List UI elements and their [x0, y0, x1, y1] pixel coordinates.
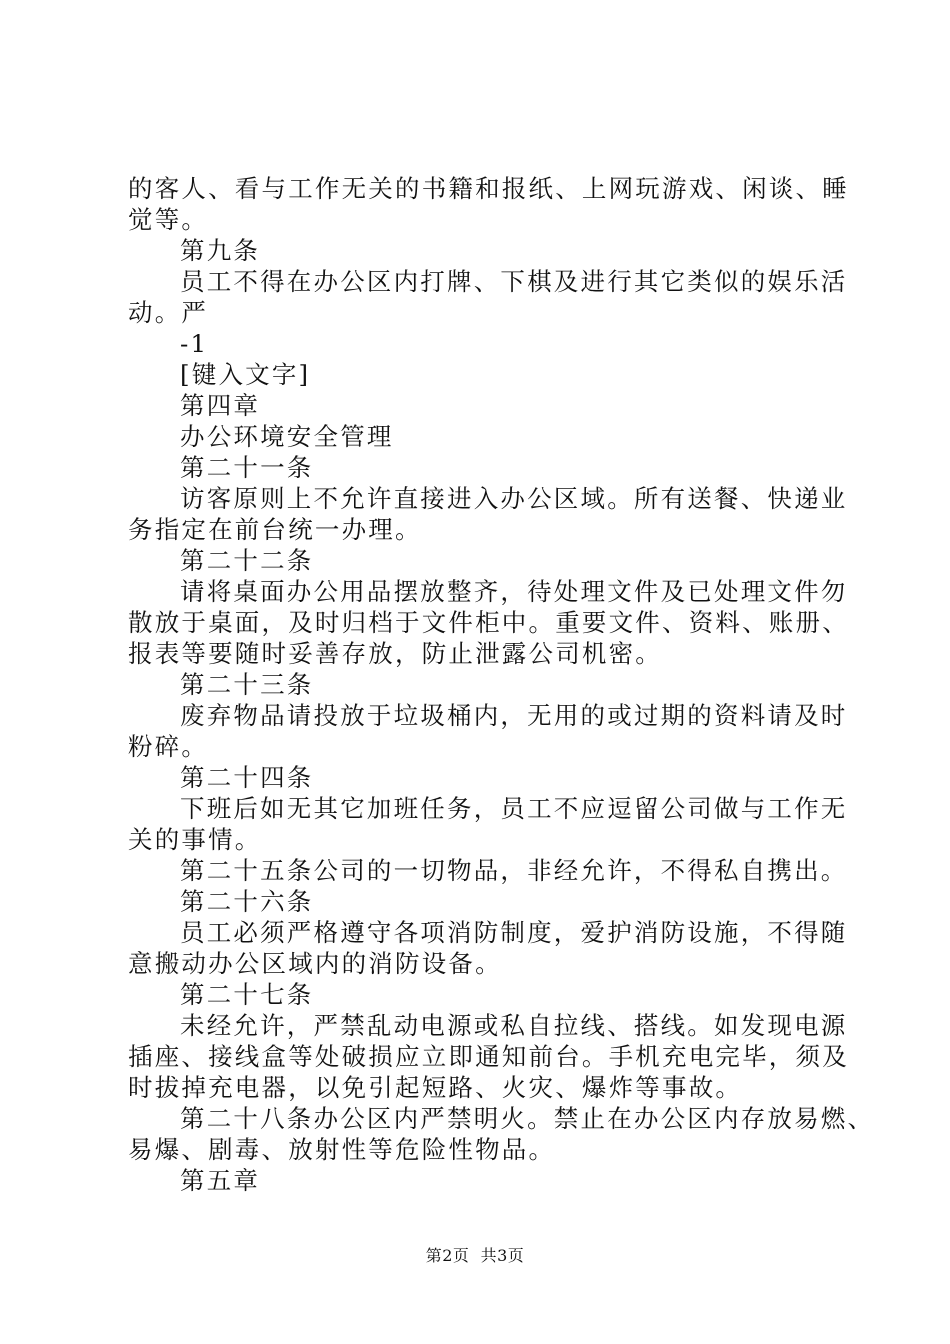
- placeholder-text: [键入文字]: [180, 360, 311, 389]
- text-line: 散放于桌面，及时归档于文件柜中。重要文件、资料、账册、: [128, 608, 849, 637]
- text-line: 关的事情。: [128, 825, 262, 854]
- article-heading: 第二十一条: [180, 453, 314, 482]
- text-line: 时拔掉充电器，以免引起短路、火灾、爆炸等事故。: [128, 1073, 743, 1102]
- text-line: 意搬动办公区域内的消防设备。: [128, 949, 502, 978]
- text-line: 动。严: [128, 298, 209, 327]
- text-line: 请将桌面办公用品摆放整齐，待处理文件及已处理文件勿: [180, 577, 848, 606]
- text-line: 第二十八条办公区内严禁明火。禁止在办公区内存放易燃、: [180, 1104, 875, 1133]
- chapter-heading: 第五章: [180, 1166, 261, 1195]
- text-line: 的客人、看与工作无关的书籍和报纸、上网玩游戏、闲谈、睡: [128, 174, 849, 203]
- article-heading: 第二十六条: [180, 887, 314, 916]
- page-marker: -1: [180, 329, 209, 358]
- text-line: 访客原则上不允许直接进入办公区域。所有送餐、快递业: [180, 484, 848, 513]
- page-number-label: 第2页 共3页: [425, 1246, 525, 1265]
- article-heading: 第二十四条: [180, 763, 314, 792]
- text-line: 插座、接线盒等处破损应立即通知前台。手机充电完毕，须及: [128, 1042, 849, 1071]
- text-line: 员工不得在办公区内打牌、下棋及进行其它类似的娱乐活: [180, 267, 848, 296]
- text-line: 务指定在前台统一办理。: [128, 515, 422, 544]
- page-footer: [0, 1243, 950, 1266]
- text-line: 粉碎。: [128, 732, 209, 761]
- article-heading: 第二十二条: [180, 546, 314, 575]
- text-line: 员工必须严格遵守各项消防制度，爱护消防设施，不得随: [180, 918, 848, 947]
- article-heading: 第二十七条: [180, 980, 314, 1009]
- text-line: 废弃物品请投放于垃圾桶内，无用的或过期的资料请及时: [180, 701, 848, 730]
- article-heading: 第二十三条: [180, 670, 314, 699]
- text-line: 觉等。: [128, 205, 209, 234]
- text-line: 易爆、剧毒、放射性等危险性物品。: [128, 1135, 556, 1164]
- text-line: 未经允许，严禁乱动电源或私自拉线、搭线。如发现电源: [180, 1011, 848, 1040]
- document-body: [128, 173, 875, 1196]
- text-line: 第二十五条公司的一切物品，非经允许，不得私自携出。: [180, 856, 848, 885]
- text-line: 下班后如无其它加班任务，员工不应逗留公司做与工作无: [180, 794, 848, 823]
- article-heading: 第九条: [180, 236, 261, 265]
- chapter-heading: 第四章: [180, 391, 261, 420]
- chapter-title: 办公环境安全管理: [180, 422, 394, 451]
- text-line: 报表等要随时妥善存放，防止泄露公司机密。: [128, 639, 662, 668]
